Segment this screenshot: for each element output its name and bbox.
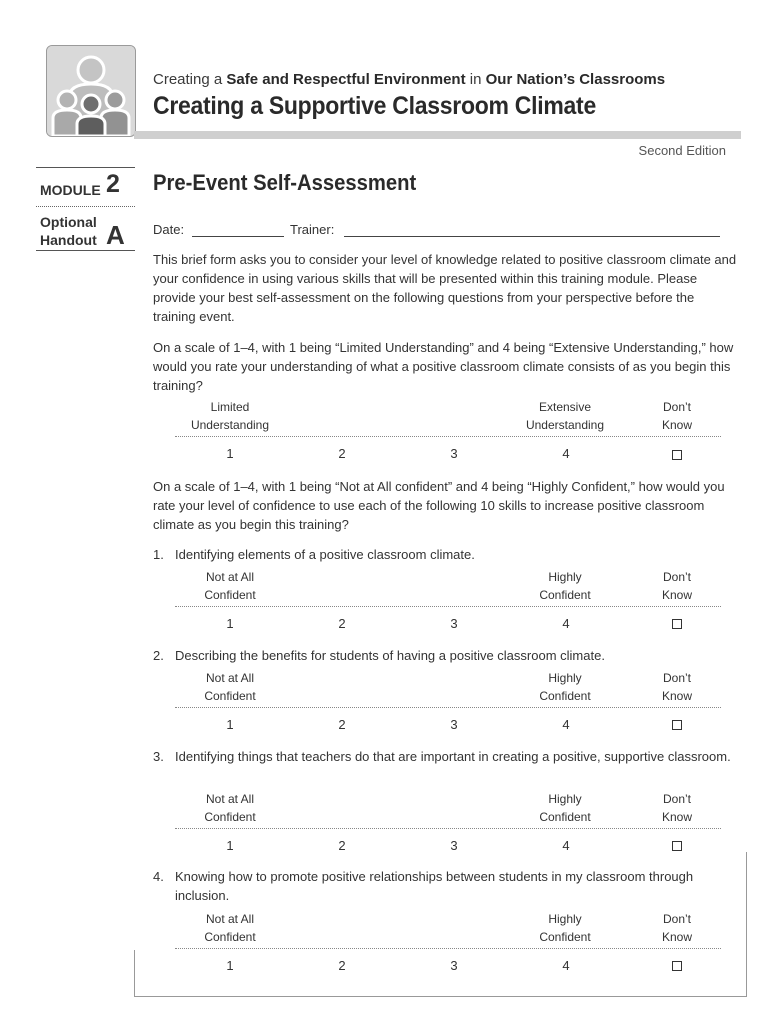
scale-dontknow-line2: Know bbox=[661, 930, 693, 944]
question-text: Identifying things that teachers do that are important in creating a positive, supportive classroom. bbox=[175, 749, 731, 764]
question-4 bbox=[153, 867, 738, 905]
module-number: 2 bbox=[106, 170, 120, 198]
rating-option-4[interactable]: 4 bbox=[562, 446, 570, 461]
scale-high-label bbox=[515, 669, 615, 705]
scale-dontknow-label bbox=[647, 568, 707, 604]
rating-option-3[interactable]: 3 bbox=[450, 838, 458, 853]
question-number: 1. bbox=[153, 547, 164, 562]
scale-dontknow-label bbox=[647, 398, 707, 434]
scale-low-line1: Not at All bbox=[205, 570, 255, 584]
header-rule bbox=[134, 131, 741, 139]
rating-option-1[interactable]: 1 bbox=[226, 446, 234, 461]
scale-low-line1: Not at All bbox=[205, 912, 255, 926]
scale-dontknow-line2: Know bbox=[661, 689, 693, 703]
rating-option-1[interactable]: 1 bbox=[226, 717, 234, 732]
series-kicker: Creating a Safe and Respectful Environment in Our Nation’s Classrooms bbox=[153, 71, 666, 88]
rating-option-3[interactable]: 3 bbox=[450, 717, 458, 732]
dont-know-checkbox[interactable] bbox=[672, 841, 682, 851]
scale-high-line1: Highly bbox=[548, 792, 582, 806]
rating-option-2[interactable]: 2 bbox=[338, 446, 346, 461]
rating-option-1[interactable]: 1 bbox=[226, 616, 234, 631]
scale-divider bbox=[175, 948, 721, 949]
scale-low-label bbox=[180, 669, 280, 705]
scale-low-line1: Limited bbox=[210, 400, 250, 414]
scale-dontknow-line1: Don’t bbox=[662, 792, 691, 806]
question-text: Describing the benefits for students of having a positive classroom climate. bbox=[175, 648, 605, 663]
scale-low-line2: Confident bbox=[204, 930, 256, 944]
scale-dontknow-line2: Know bbox=[661, 588, 693, 602]
scale-dontknow-line1: Don’t bbox=[662, 671, 691, 685]
module-logo bbox=[46, 45, 136, 137]
scale-divider bbox=[175, 707, 721, 708]
scale-high-label bbox=[515, 568, 615, 604]
dont-know-checkbox[interactable] bbox=[672, 450, 682, 460]
scale-low-label bbox=[180, 910, 280, 946]
question-2 bbox=[153, 646, 738, 665]
rating-option-2[interactable]: 2 bbox=[338, 838, 346, 853]
rating-option-1[interactable]: 1 bbox=[226, 958, 234, 973]
handout-label bbox=[40, 213, 97, 249]
scale-high-line2: Understanding bbox=[525, 418, 605, 432]
module-divider bbox=[36, 206, 135, 207]
scale-dontknow-label bbox=[647, 669, 707, 705]
dont-know-checkbox[interactable] bbox=[672, 961, 682, 971]
rating-option-3[interactable]: 3 bbox=[450, 446, 458, 461]
dont-know-checkbox[interactable] bbox=[672, 619, 682, 629]
scale-low-line1: Not at All bbox=[205, 792, 255, 806]
scale-dontknow-label bbox=[647, 790, 707, 826]
scale-dontknow-line1: Don’t bbox=[662, 912, 691, 926]
scale-high-line2: Confident bbox=[539, 689, 591, 703]
scale-high-line2: Confident bbox=[539, 930, 591, 944]
intro-paragraph: This brief form asks you to consider your level of knowledge related to positive classroom climate and your confidence in using various skills that will be presented within this training module. Please provide your best self-assessment on the following questions from your perspective before the training event. bbox=[153, 252, 737, 324]
people-group-icon bbox=[47, 46, 135, 136]
rating-option-2[interactable]: 2 bbox=[338, 616, 346, 631]
page-frame-bottom bbox=[134, 996, 747, 997]
question-1 bbox=[153, 545, 738, 564]
scale-low-label bbox=[180, 398, 280, 434]
scale-high-line2: Confident bbox=[539, 588, 591, 602]
scale-dontknow-line1: Don’t bbox=[662, 570, 691, 584]
scale-high-line1: Highly bbox=[548, 570, 582, 584]
module-label: MODULE bbox=[40, 182, 101, 198]
scale-low-label bbox=[180, 568, 280, 604]
page-frame-right bbox=[746, 852, 747, 996]
question-3 bbox=[153, 747, 738, 766]
page-frame-left bbox=[134, 950, 135, 996]
rating-option-4[interactable]: 4 bbox=[562, 616, 570, 631]
rating-option-4[interactable]: 4 bbox=[562, 838, 570, 853]
date-field[interactable] bbox=[192, 236, 284, 237]
module-rule-bottom bbox=[36, 250, 135, 251]
scale-dontknow-line2: Know bbox=[661, 418, 693, 432]
question-text: Identifying elements of a positive classroom climate. bbox=[175, 547, 475, 562]
scale-divider bbox=[175, 606, 721, 607]
scale-high-line1: Extensive bbox=[538, 400, 592, 414]
rating-option-4[interactable]: 4 bbox=[562, 717, 570, 732]
trainer-field[interactable] bbox=[344, 236, 720, 237]
question-number: 2. bbox=[153, 648, 164, 663]
trainer-label: Trainer: bbox=[290, 222, 335, 237]
dont-know-checkbox[interactable] bbox=[672, 720, 682, 730]
rating-option-2[interactable]: 2 bbox=[338, 717, 346, 732]
scale-dontknow-line2: Know bbox=[661, 810, 693, 824]
scale-low-line2: Confident bbox=[204, 689, 256, 703]
rating-option-3[interactable]: 3 bbox=[450, 616, 458, 631]
scale-low-line1: Not at All bbox=[205, 671, 255, 685]
question-text: Knowing how to promote positive relationships between students in my classroom through inclusion. bbox=[175, 869, 694, 903]
scale-high-line1: Highly bbox=[548, 671, 582, 685]
scale-low-line2: Confident bbox=[204, 588, 256, 602]
scale-divider bbox=[175, 828, 721, 829]
scale-low-label bbox=[180, 790, 280, 826]
section-title: Pre-Event Self-Assessment bbox=[153, 170, 417, 195]
question-number: 3. bbox=[153, 749, 164, 764]
scale-high-line1: Highly bbox=[548, 912, 582, 926]
understanding-prompt: On a scale of 1–4, with 1 being “Limited Understanding” and 4 being “Extensive Understanding,” how would you rate your understanding of what a positive classroom climate consists of as you begin this training? bbox=[153, 340, 734, 393]
page-title: Creating a Supportive Classroom Climate bbox=[153, 92, 596, 120]
scale-divider bbox=[175, 436, 721, 437]
scale-dontknow-line1: Don’t bbox=[662, 400, 691, 414]
edition-label: Second Edition bbox=[638, 143, 726, 158]
scale-low-line2: Understanding bbox=[190, 418, 270, 432]
scale-high-label bbox=[515, 910, 615, 946]
scale-low-line2: Confident bbox=[204, 810, 256, 824]
scale-high-line2: Confident bbox=[539, 810, 591, 824]
scale-dontknow-label bbox=[647, 910, 707, 946]
question-number: 4. bbox=[153, 869, 164, 884]
scale-high-label bbox=[515, 398, 615, 434]
rating-option-2[interactable]: 2 bbox=[338, 958, 346, 973]
rating-option-4[interactable]: 4 bbox=[562, 958, 570, 973]
confidence-prompt: On a scale of 1–4, with 1 being “Not at All confident” and 4 being “Highly Confident,” how would you rate your level of confidence to use each of the following 10 skills to increase positive classroom climate as you begin this training? bbox=[153, 479, 725, 532]
handout-letter: A bbox=[106, 220, 125, 250]
handout-label-line2: Handout bbox=[40, 232, 97, 248]
date-label: Date: bbox=[153, 222, 185, 237]
scale-high-label bbox=[515, 790, 615, 826]
rating-option-3[interactable]: 3 bbox=[450, 958, 458, 973]
module-rule-top bbox=[36, 167, 135, 168]
handout-label-line1: Optional bbox=[40, 214, 97, 230]
rating-option-1[interactable]: 1 bbox=[226, 838, 234, 853]
